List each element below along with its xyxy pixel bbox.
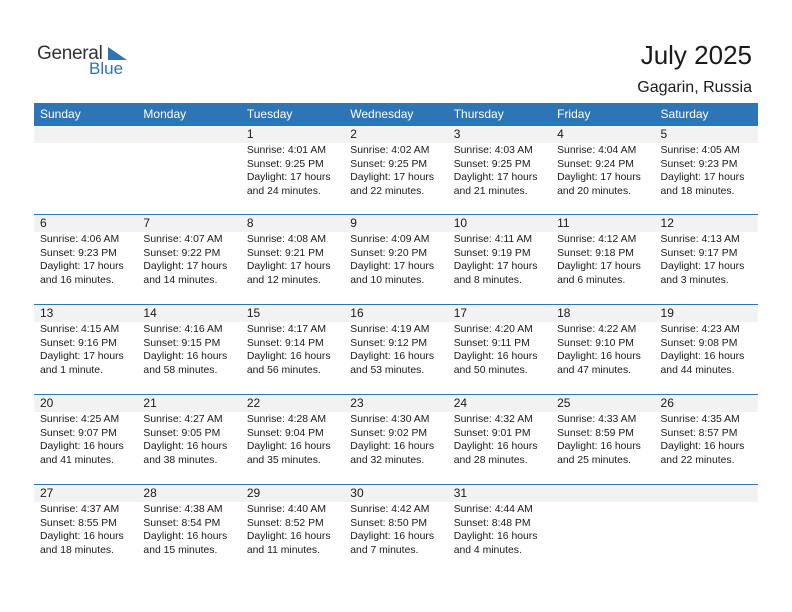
- daylight-hours: Daylight: 17 hours: [246, 172, 331, 184]
- day-details: [241, 232, 344, 287]
- sunset-time: Sunset: 9:19 PM: [453, 247, 531, 259]
- day-cell: [241, 305, 344, 394]
- sunrise-time: Sunrise: 4:07 AM: [143, 234, 223, 245]
- sunset-time: Sunset: 9:01 PM: [453, 427, 531, 439]
- day-number: 24: [448, 395, 551, 412]
- day-number: 2: [344, 126, 447, 143]
- sunrise-time: Sunrise: 4:20 AM: [453, 324, 533, 335]
- daylight-hours: Daylight: 16 hours: [660, 351, 745, 363]
- day-number: 25: [551, 395, 654, 412]
- sunset-time: Sunset: 9:15 PM: [143, 337, 221, 349]
- daylight-minutes: and 20 minutes.: [557, 185, 632, 197]
- day-details: [137, 412, 240, 467]
- weekday-tuesday: Tuesday: [246, 107, 293, 121]
- sunrise-time: Sunrise: 4:03 AM: [453, 145, 533, 156]
- day-details: [344, 232, 447, 287]
- day-number: [551, 485, 654, 502]
- day-cell: [551, 395, 654, 484]
- daylight-minutes: and 47 minutes.: [557, 364, 632, 376]
- empty-day-cell: [551, 485, 654, 574]
- sunrise-time: Sunrise: 4:17 AM: [246, 324, 326, 335]
- sunrise-time: Sunrise: 4:06 AM: [40, 234, 120, 245]
- sunset-time: Sunset: 9:02 PM: [350, 427, 428, 439]
- day-cell: [241, 126, 344, 214]
- daylight-minutes: and 18 minutes.: [660, 185, 735, 197]
- day-cell: [137, 215, 240, 304]
- day-number: [655, 485, 758, 502]
- logo-word-blue: Blue: [89, 59, 124, 78]
- daylight-hours: Daylight: 17 hours: [660, 172, 745, 184]
- empty-day-cell: [34, 126, 137, 214]
- day-number: 12: [655, 215, 758, 232]
- empty-day-cell: [655, 485, 758, 574]
- daylight-hours: Daylight: 16 hours: [557, 441, 641, 453]
- day-number: 11: [551, 215, 654, 232]
- day-details: [344, 143, 447, 198]
- sunrise-time: Sunrise: 4:04 AM: [557, 145, 637, 156]
- week-row: [34, 214, 758, 304]
- sunrise-time: Sunrise: 4:30 AM: [350, 414, 430, 425]
- day-cell: [344, 126, 447, 214]
- day-details: [655, 412, 758, 467]
- logo: [37, 44, 137, 80]
- sunset-time: Sunset: 8:54 PM: [143, 517, 221, 529]
- sunrise-time: Sunrise: 4:16 AM: [143, 324, 223, 335]
- daylight-hours: Daylight: 16 hours: [143, 441, 228, 453]
- day-details: [551, 412, 654, 467]
- sunset-time: Sunset: 9:05 PM: [143, 427, 221, 439]
- day-details: [448, 232, 551, 287]
- daylight-hours: Daylight: 17 hours: [350, 261, 435, 273]
- daylight-hours: Daylight: 16 hours: [557, 351, 641, 363]
- daylight-hours: Daylight: 16 hours: [350, 351, 435, 363]
- day-details: [241, 322, 344, 377]
- day-details: [34, 412, 137, 467]
- day-cell: [344, 215, 447, 304]
- daylight-minutes: and 44 minutes.: [660, 364, 735, 376]
- week-row: [34, 484, 758, 574]
- daylight-minutes: and 8 minutes.: [453, 274, 522, 286]
- daylight-minutes: and 6 minutes.: [557, 274, 626, 286]
- sunset-time: Sunset: 8:57 PM: [660, 427, 738, 439]
- sunset-time: Sunset: 9:16 PM: [40, 337, 117, 349]
- day-details: [448, 412, 551, 467]
- weekday-monday: Monday: [143, 107, 187, 121]
- daylight-hours: Daylight: 16 hours: [350, 531, 435, 543]
- day-number: 17: [448, 305, 551, 322]
- weeks-container: [34, 126, 758, 574]
- calendar-grid: [34, 103, 758, 574]
- sunset-time: Sunset: 9:11 PM: [453, 337, 530, 349]
- day-number: 5: [655, 126, 758, 143]
- daylight-minutes: and 38 minutes.: [143, 454, 218, 466]
- daylight-hours: Daylight: 17 hours: [143, 261, 228, 273]
- weekday-thursday: Thursday: [453, 107, 504, 121]
- daylight-hours: Daylight: 16 hours: [143, 531, 228, 543]
- daylight-minutes: and 18 minutes.: [40, 544, 114, 556]
- day-details: [344, 412, 447, 467]
- daylight-minutes: and 16 minutes.: [40, 274, 114, 286]
- day-details: [241, 502, 344, 557]
- daylight-minutes: and 7 minutes.: [350, 544, 419, 556]
- day-number: 27: [34, 485, 137, 502]
- daylight-minutes: and 4 minutes.: [453, 544, 522, 556]
- daylight-hours: Daylight: 16 hours: [143, 351, 228, 363]
- sunrise-time: Sunrise: 4:32 AM: [453, 414, 533, 425]
- day-details: [241, 143, 344, 198]
- day-number: 22: [241, 395, 344, 412]
- sunrise-time: Sunrise: 4:23 AM: [660, 324, 740, 335]
- day-number: 9: [344, 215, 447, 232]
- sunrise-time: Sunrise: 4:08 AM: [246, 234, 326, 245]
- sunset-time: Sunset: 9:25 PM: [246, 158, 324, 170]
- daylight-minutes: and 53 minutes.: [350, 364, 425, 376]
- sunrise-time: Sunrise: 4:40 AM: [246, 504, 326, 515]
- daylight-hours: Daylight: 16 hours: [350, 441, 435, 453]
- daylight-minutes: and 41 minutes.: [40, 454, 114, 466]
- sunrise-time: Sunrise: 4:22 AM: [557, 324, 637, 335]
- day-number: 19: [655, 305, 758, 322]
- daylight-minutes: and 3 minutes.: [660, 274, 729, 286]
- sunrise-time: Sunrise: 4:42 AM: [350, 504, 430, 515]
- day-details: [655, 232, 758, 287]
- day-details: [137, 502, 240, 557]
- sunset-time: Sunset: 9:25 PM: [453, 158, 531, 170]
- day-number: 31: [448, 485, 551, 502]
- daylight-hours: Daylight: 17 hours: [557, 261, 641, 273]
- day-number: [34, 126, 137, 143]
- sunrise-time: Sunrise: 4:44 AM: [453, 504, 533, 515]
- day-details: [241, 412, 344, 467]
- sunset-time: Sunset: 9:23 PM: [660, 158, 738, 170]
- daylight-minutes: and 28 minutes.: [453, 454, 528, 466]
- day-cell: [655, 395, 758, 484]
- daylight-minutes: and 15 minutes.: [143, 544, 218, 556]
- sunrise-time: Sunrise: 4:25 AM: [40, 414, 120, 425]
- day-details: [34, 322, 137, 377]
- day-number: 20: [34, 395, 137, 412]
- daylight-hours: Daylight: 17 hours: [660, 261, 745, 273]
- daylight-hours: Daylight: 16 hours: [246, 441, 331, 453]
- sunset-time: Sunset: 9:04 PM: [246, 427, 324, 439]
- day-number: 14: [137, 305, 240, 322]
- day-cell: [448, 215, 551, 304]
- sunrise-time: Sunrise: 4:11 AM: [453, 234, 533, 245]
- daylight-hours: Daylight: 17 hours: [453, 172, 538, 184]
- daylight-minutes: and 14 minutes.: [143, 274, 218, 286]
- day-number: 23: [344, 395, 447, 412]
- day-number: 6: [34, 215, 137, 232]
- weekday-header-row: [34, 103, 758, 126]
- day-details: [551, 322, 654, 377]
- day-cell: [241, 215, 344, 304]
- day-cell: [137, 395, 240, 484]
- daylight-minutes: and 22 minutes.: [660, 454, 735, 466]
- daylight-hours: Daylight: 16 hours: [40, 441, 124, 453]
- sunset-time: Sunset: 9:18 PM: [557, 247, 634, 259]
- day-number: 21: [137, 395, 240, 412]
- sunset-time: Sunset: 9:10 PM: [557, 337, 634, 349]
- day-details: [551, 143, 654, 198]
- calendar-location: Gagarin, Russia: [637, 79, 752, 96]
- sunrise-time: Sunrise: 4:01 AM: [246, 145, 326, 156]
- day-cell: [448, 485, 551, 574]
- day-number: [137, 126, 240, 143]
- day-cell: [241, 395, 344, 484]
- day-number: 28: [137, 485, 240, 502]
- sunset-time: Sunset: 9:12 PM: [350, 337, 428, 349]
- day-cell: [551, 126, 654, 214]
- day-details: [344, 322, 447, 377]
- day-number: 18: [551, 305, 654, 322]
- logo-word-general: General: [37, 43, 103, 64]
- day-details: [34, 502, 137, 557]
- sunset-time: Sunset: 9:21 PM: [246, 247, 324, 259]
- week-row: [34, 304, 758, 394]
- day-details: [655, 143, 758, 198]
- day-number: 15: [241, 305, 344, 322]
- sunrise-time: Sunrise: 4:27 AM: [143, 414, 223, 425]
- day-number: 29: [241, 485, 344, 502]
- daylight-hours: Daylight: 16 hours: [453, 441, 538, 453]
- day-cell: [344, 485, 447, 574]
- day-details: [448, 322, 551, 377]
- day-details: [448, 502, 551, 557]
- daylight-minutes: and 35 minutes.: [246, 454, 321, 466]
- weekday-sunday: Sunday: [40, 107, 81, 121]
- day-cell: [655, 305, 758, 394]
- day-cell: [34, 395, 137, 484]
- day-details: [551, 232, 654, 287]
- daylight-hours: Daylight: 16 hours: [660, 441, 745, 453]
- sunrise-time: Sunrise: 4:28 AM: [246, 414, 326, 425]
- sunrise-time: Sunrise: 4:19 AM: [350, 324, 430, 335]
- weekday-wednesday: Wednesday: [350, 107, 414, 121]
- daylight-minutes: and 24 minutes.: [246, 185, 321, 197]
- sunset-time: Sunset: 9:22 PM: [143, 247, 221, 259]
- day-details: [34, 232, 137, 287]
- daylight-hours: Daylight: 16 hours: [40, 531, 124, 543]
- day-cell: [551, 305, 654, 394]
- day-cell: [448, 395, 551, 484]
- day-cell: [655, 215, 758, 304]
- day-cell: [551, 215, 654, 304]
- day-details: [655, 322, 758, 377]
- day-number: 13: [34, 305, 137, 322]
- daylight-hours: Daylight: 17 hours: [557, 172, 641, 184]
- empty-day-cell: [137, 126, 240, 214]
- daylight-hours: Daylight: 16 hours: [246, 531, 331, 543]
- daylight-hours: Daylight: 16 hours: [453, 351, 538, 363]
- day-number: 3: [448, 126, 551, 143]
- daylight-minutes: and 11 minutes.: [246, 544, 321, 556]
- day-cell: [448, 126, 551, 214]
- day-number: 16: [344, 305, 447, 322]
- sunrise-time: Sunrise: 4:13 AM: [660, 234, 740, 245]
- day-number: 4: [551, 126, 654, 143]
- daylight-hours: Daylight: 16 hours: [246, 351, 331, 363]
- sunset-time: Sunset: 9:17 PM: [660, 247, 738, 259]
- day-cell: [137, 305, 240, 394]
- day-number: 10: [448, 215, 551, 232]
- daylight-minutes: and 32 minutes.: [350, 454, 425, 466]
- day-number: 1: [241, 126, 344, 143]
- day-details: [137, 322, 240, 377]
- calendar-title: July 2025: [640, 40, 752, 70]
- day-cell: [655, 126, 758, 214]
- daylight-hours: Daylight: 17 hours: [350, 172, 435, 184]
- daylight-minutes: and 10 minutes.: [350, 274, 425, 286]
- day-details: [344, 502, 447, 557]
- day-number: 8: [241, 215, 344, 232]
- daylight-hours: Daylight: 17 hours: [40, 351, 124, 363]
- sunrise-time: Sunrise: 4:09 AM: [350, 234, 430, 245]
- week-row: [34, 394, 758, 484]
- sunset-time: Sunset: 8:48 PM: [453, 517, 531, 529]
- daylight-minutes: and 58 minutes.: [143, 364, 218, 376]
- sunrise-time: Sunrise: 4:38 AM: [143, 504, 223, 515]
- day-number: 30: [344, 485, 447, 502]
- sunrise-time: Sunrise: 4:05 AM: [660, 145, 740, 156]
- sunset-time: Sunset: 9:14 PM: [246, 337, 324, 349]
- day-cell: [448, 305, 551, 394]
- daylight-hours: Daylight: 17 hours: [40, 261, 124, 273]
- sunset-time: Sunset: 9:24 PM: [557, 158, 634, 170]
- daylight-hours: Daylight: 17 hours: [246, 261, 331, 273]
- day-cell: [34, 485, 137, 574]
- sunset-time: Sunset: 9:25 PM: [350, 158, 428, 170]
- day-cell: [344, 395, 447, 484]
- sunrise-time: Sunrise: 4:33 AM: [557, 414, 637, 425]
- day-cell: [241, 485, 344, 574]
- daylight-hours: Daylight: 16 hours: [453, 531, 538, 543]
- daylight-minutes: and 56 minutes.: [246, 364, 321, 376]
- sunset-time: Sunset: 8:50 PM: [350, 517, 428, 529]
- weekday-saturday: Saturday: [660, 107, 709, 121]
- weekday-friday: Friday: [557, 107, 591, 121]
- daylight-minutes: and 50 minutes.: [453, 364, 528, 376]
- sunset-time: Sunset: 9:07 PM: [40, 427, 117, 439]
- sunset-time: Sunset: 8:55 PM: [40, 517, 117, 529]
- sunrise-time: Sunrise: 4:37 AM: [40, 504, 120, 515]
- day-number: 26: [655, 395, 758, 412]
- day-cell: [344, 305, 447, 394]
- daylight-minutes: and 12 minutes.: [246, 274, 321, 286]
- day-cell: [34, 305, 137, 394]
- sunrise-time: Sunrise: 4:35 AM: [660, 414, 740, 425]
- day-number: 7: [137, 215, 240, 232]
- week-row: [34, 126, 758, 214]
- sunrise-time: Sunrise: 4:02 AM: [350, 145, 430, 156]
- day-cell: [137, 485, 240, 574]
- day-details: [137, 232, 240, 287]
- sunset-time: Sunset: 9:08 PM: [660, 337, 738, 349]
- sunrise-time: Sunrise: 4:12 AM: [557, 234, 637, 245]
- daylight-hours: Daylight: 17 hours: [453, 261, 538, 273]
- sunset-time: Sunset: 8:59 PM: [557, 427, 634, 439]
- day-details: [448, 143, 551, 198]
- sunset-time: Sunset: 8:52 PM: [246, 517, 324, 529]
- daylight-minutes: and 22 minutes.: [350, 185, 425, 197]
- day-cell: [34, 215, 137, 304]
- sunset-time: Sunset: 9:20 PM: [350, 247, 428, 259]
- daylight-minutes: and 21 minutes.: [453, 185, 528, 197]
- daylight-minutes: and 1 minute.: [40, 364, 103, 376]
- sunrise-time: Sunrise: 4:15 AM: [40, 324, 120, 335]
- daylight-minutes: and 25 minutes.: [557, 454, 632, 466]
- sunset-time: Sunset: 9:23 PM: [40, 247, 117, 259]
